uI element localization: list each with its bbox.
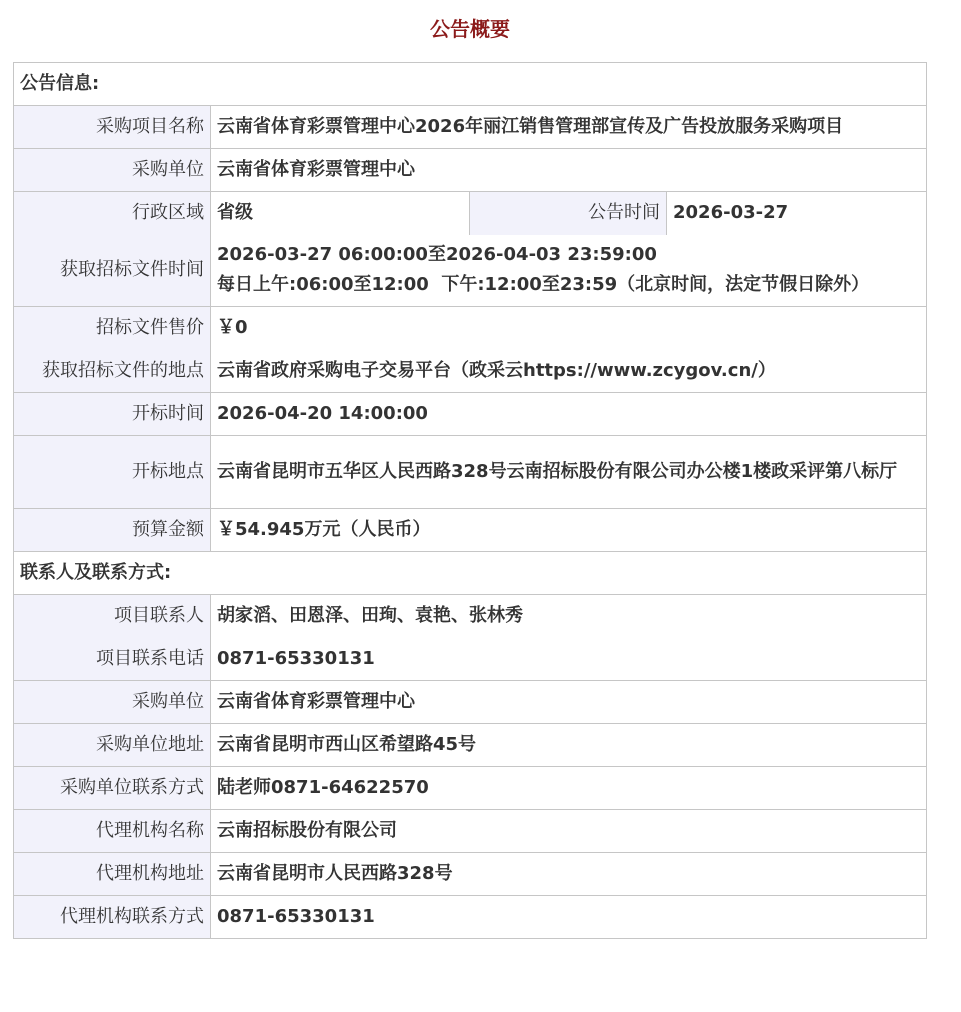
table-row	[14, 106, 927, 149]
table-row	[14, 192, 927, 235]
project-phone-label: 项目联系电话	[14, 638, 211, 681]
bid-open-time-label: 开标时间	[14, 393, 211, 436]
table-row	[14, 810, 927, 853]
doc-price-value: ￥0	[211, 307, 927, 350]
table-row	[14, 853, 927, 896]
table-row	[14, 638, 927, 681]
agency-contact-label: 代理机构联系方式	[14, 896, 211, 939]
agency-address-label: 代理机构地址	[14, 853, 211, 896]
table-row	[14, 350, 927, 393]
table-row	[14, 509, 927, 552]
doc-time-range: 2026-03-27 06:00:00至2026-04-03 23:59:00	[217, 244, 657, 266]
project-contact-label: 项目联系人	[14, 595, 211, 638]
agency-name-label: 代理机构名称	[14, 810, 211, 853]
doc-price-label: 招标文件售价	[14, 307, 211, 350]
region-value: 省级	[211, 192, 470, 235]
announce-time-label: 公告时间	[470, 192, 667, 235]
purchaser-contact-label: 采购单位联系方式	[14, 767, 211, 810]
doc-time-daily: 每日上午:06:00至12:00 下午:12:00至23:59（北京时间，法定节假日除外）	[217, 274, 870, 296]
table-row	[14, 235, 927, 307]
page-title: 公告概要	[430, 17, 510, 41]
agency-address-value: 云南省昆明市人民西路328号	[211, 853, 927, 896]
doc-time-value	[211, 235, 927, 307]
bid-open-place-value: 云南省昆明市五华区人民西路328号云南招标股份有限公司办公楼1楼政采评第八标厅	[211, 436, 927, 509]
purchaser-address-value: 云南省昆明市西山区希望路45号	[211, 724, 927, 767]
project-phone-value: 0871-65330131	[211, 638, 927, 681]
project-name-value: 云南省体育彩票管理中心2026年丽江销售管理部宣传及广告投放服务采购项目	[211, 106, 927, 149]
doc-place-label: 获取招标文件的地点	[14, 350, 211, 393]
table-row	[14, 307, 927, 350]
notice-summary-table	[13, 62, 927, 939]
table-row	[14, 436, 927, 509]
table-row	[14, 595, 927, 638]
table-row	[14, 896, 927, 939]
table-row	[14, 724, 927, 767]
section-contact-info: 联系人及联系方式:	[14, 552, 927, 595]
table-row	[14, 681, 927, 724]
announce-time-value: 2026-03-27	[667, 192, 927, 235]
budget-label: 预算金额	[14, 509, 211, 552]
agency-name-value: 云南招标股份有限公司	[211, 810, 927, 853]
doc-place-value: 云南省政府采购电子交易平台（政采云https://www.zcygov.cn/）	[211, 350, 927, 393]
table-row	[14, 149, 927, 192]
contact-purchaser-label: 采购单位	[14, 681, 211, 724]
purchaser-value: 云南省体育彩票管理中心	[211, 149, 927, 192]
bid-open-time-value: 2026-04-20 14:00:00	[211, 393, 927, 436]
purchaser-address-label: 采购单位地址	[14, 724, 211, 767]
agency-contact-value: 0871-65330131	[211, 896, 927, 939]
budget-value: ￥54.945万元（人民币）	[211, 509, 927, 552]
purchaser-contact-value: 陆老师0871-64622570	[211, 767, 927, 810]
purchaser-label: 采购单位	[14, 149, 211, 192]
section-notice-info: 公告信息:	[14, 63, 927, 106]
table-row	[14, 767, 927, 810]
bid-open-place-label: 开标地点	[14, 436, 211, 509]
region-label: 行政区域	[14, 192, 211, 235]
section-row-contact	[14, 552, 927, 595]
project-contact-value: 胡家滔、田恩泽、田珣、袁艳、张林秀	[211, 595, 927, 638]
table-row	[14, 393, 927, 436]
section-row-notice	[14, 63, 927, 106]
contact-purchaser-value: 云南省体育彩票管理中心	[211, 681, 927, 724]
doc-time-label: 获取招标文件时间	[14, 235, 211, 307]
project-name-label: 采购项目名称	[14, 106, 211, 149]
